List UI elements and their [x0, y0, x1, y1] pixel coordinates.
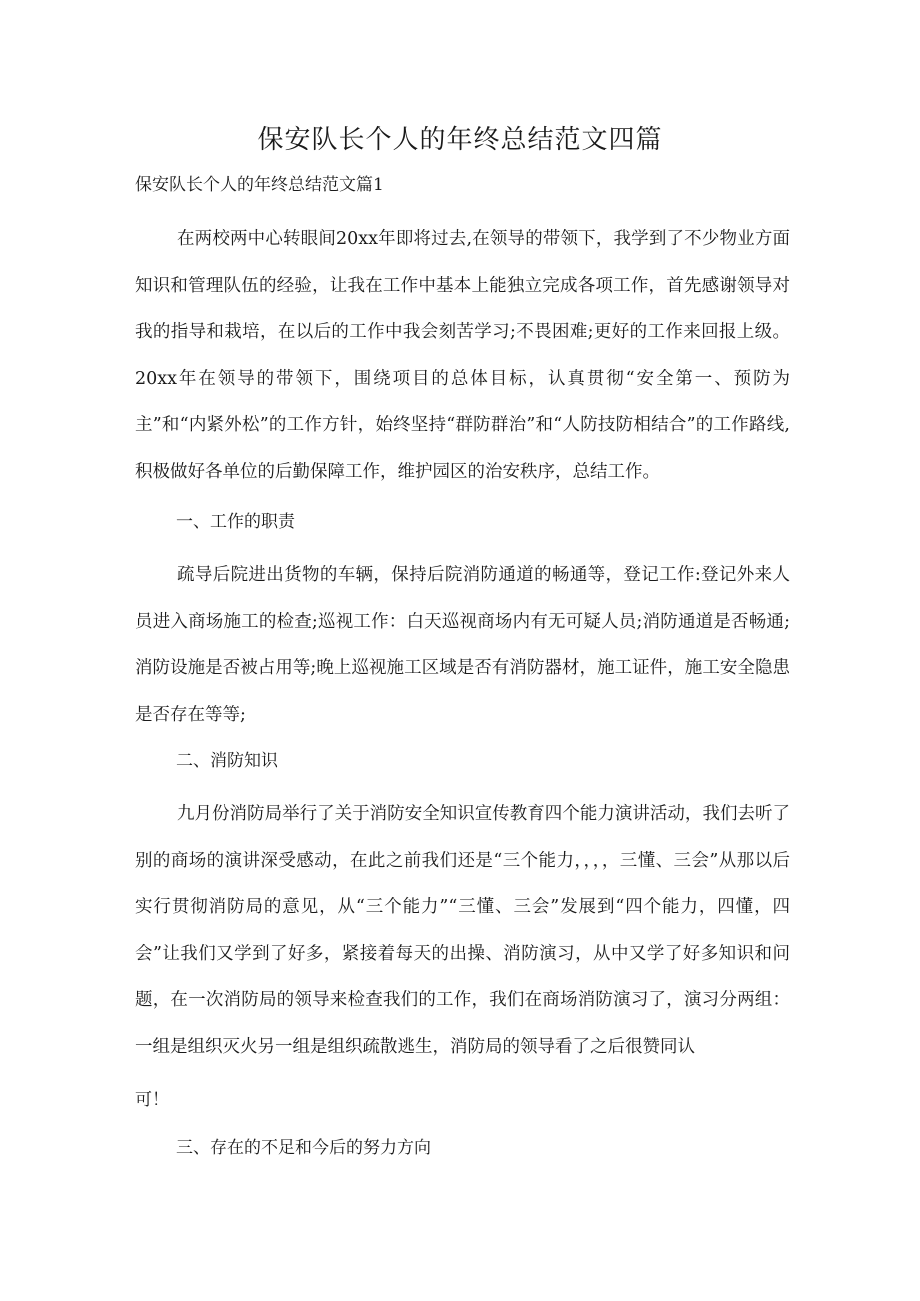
paragraph-fire-knowledge: 九月份消防局举行了关于消防安全知识宣传教育四个能力演讲活动，我们去听了别的商场的演讲深受感动，在此之前我们还是“三个能力，，，，三懂、三会”从那以后实行贯彻消防局的意见，从“三个能力”“三懂、三会”发展到“四个能力，四懂，四会”让我们又学到了好多，紧接着每天的出操、消防演习，从中又学了好多知识和问题，在一次消防局的领导来检查我们的工作，我们在商场消防演习了，演习分两组：一组是组织灭火另一组是组织疏散逃生，消防局的领导看了之后很赞同认 [135, 804, 790, 1057]
heading-shortcomings: 三、存在的不足和今后的努力方向 [176, 1138, 431, 1158]
paragraph-fire-knowledge-tail: 可！ [135, 1090, 169, 1110]
heading-fire-knowledge: 二、消防知识 [176, 751, 278, 771]
paragraph-intro: 在两校两中心转眼间20xx年即将过去,在领导的带领下，我学到了不少物业方面知识和管理队伍的经验，让我在工作中基本上能独立完成各项工作，首先感谢领导对我的指导和栽培，在以后的工作中我会刻苦学习;不畏困难;更好的工作来回报上级。20xx年在领导的带领下，围绕项目的总体目标，认真贯彻“安全第一、预防为主”和“内紧外松”的工作方针，始终坚持“群防群治”和“人防技防相结合”的工作路线,积极做好各单位的后勤保障工作，维护园区的治安秩序，总结工作。 [135, 229, 790, 482]
paragraph-duties: 疏导后院进出货物的车辆，保持后院消防通道的畅通等，登记工作:登记外来人员进入商场施工的检查;巡视工作：白天巡视商场内有无可疑人员;消防通道是否畅通;消防设施是否被占用等;晚上巡视施工区域是否有消防器材，施工证件，施工安全隐患是否存在等等; [135, 565, 790, 725]
document-title: 保安队长个人的年终总结范文四篇 [257, 125, 663, 155]
heading-duties: 一、工作的职责 [176, 512, 295, 532]
section-subtitle: 保安队长个人的年终总结范文篇1 [135, 175, 384, 195]
